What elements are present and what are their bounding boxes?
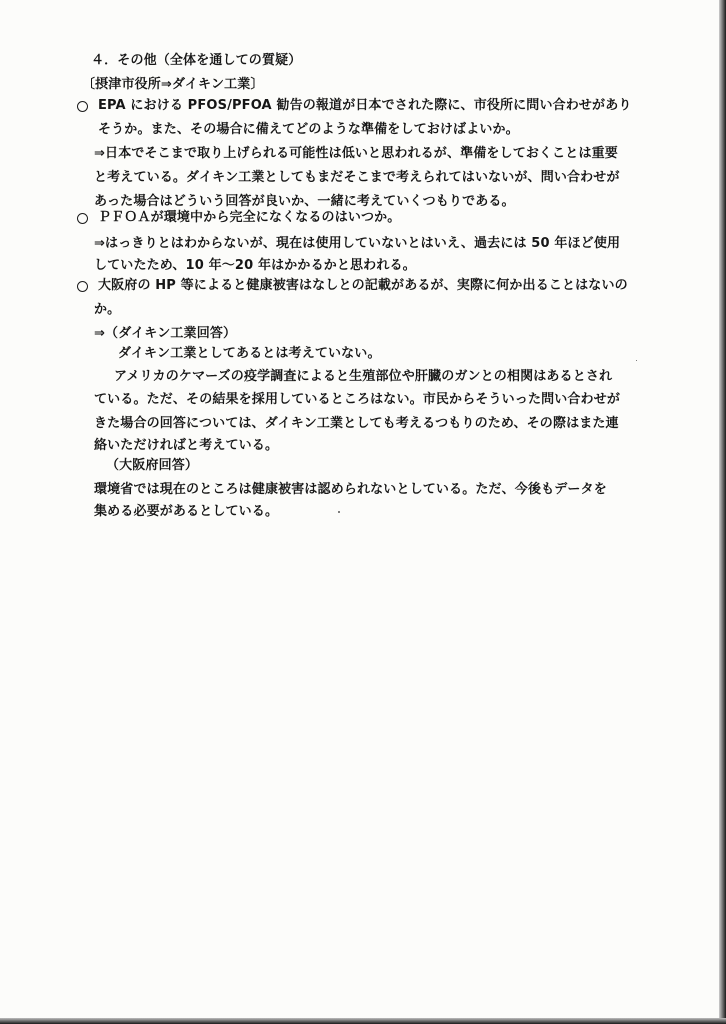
answer-1-line-2: と考えている。ダイキン工業としてもまだそこまで考えられてはいないが、問い合わせが (94, 170, 620, 185)
question-3-line-1: 大阪府の HP 等によると健康被害はなしとの記載があるが、実際に何か出ることはないの (98, 278, 628, 293)
answer-3-label-osaka: （大阪府回答） (106, 458, 199, 473)
scan-edge-bottom (0, 1018, 726, 1024)
question-3-line-2: か。 (94, 302, 121, 317)
question-2-line-1: ＰＦＯＡが環境中から完全になくなるのはいつか。 (98, 210, 401, 225)
answer-3-osaka-line-1: 環境省では現在のところは健康被害は認められないとしている。ただ、今後もデータを (94, 482, 607, 497)
scan-edge-right (719, 0, 726, 1024)
answer-3-daikin-line-3: ている。ただ、その結果を採用しているところはない。市民からそういった問い合わせが (94, 392, 621, 407)
question-1-line-1: EPA における PFOS/PFOA 勧告の報道が日本でされた際に、市役所に問い合わせがあり (98, 98, 632, 113)
answer-1-line-1: ⇒日本でそこまで取り上げられる可能性は低いと思われるが、準備をしておくことは重要 (94, 146, 618, 161)
circle-bullet-icon (77, 101, 88, 112)
section-heading: ４．その他（全体を通しての質疑） (91, 53, 302, 68)
answer-3-daikin-line-4: きた場合の回答については、ダイキン工業としても考えるつもりのため、その際はまた連 (94, 416, 619, 431)
section-subheading: 〔摂津市役所⇒ダイキン工業〕 (82, 77, 264, 92)
scan-speck (338, 511, 340, 513)
answer-2-line-1: ⇒はっきりとはわからないが、現在は使用していないとはいえ、過去には 50 年ほど使用 (94, 236, 621, 251)
circle-bullet-icon (77, 281, 88, 292)
question-1-line-2: そうか。また、その場合に備えてどのような準備をしておけばよいか。 (98, 122, 519, 137)
answer-1-line-3: あった場合はどういう回答が良いか、一緒に考えていくつもりである。 (94, 194, 515, 209)
scan-speck (636, 360, 637, 361)
answer-3-osaka-line-2: 集める必要があるとしている。 (94, 504, 279, 519)
answer-3-label-daikin: ⇒（ダイキン工業回答） (94, 326, 237, 341)
answer-3-daikin-line-5: 絡いただければと考えている。 (94, 438, 279, 453)
answer-3-daikin-line-2: アメリカのケマーズの疫学調査によると生殖部位や肝臓のガンとの相関はあるとされ (114, 369, 613, 384)
answer-2-line-2: していたため、10 年～20 年はかかるかと思われる。 (94, 258, 416, 273)
answer-3-daikin-line-1: ダイキン工業としてあるとは考えていない。 (118, 346, 381, 361)
circle-bullet-icon (77, 213, 88, 224)
